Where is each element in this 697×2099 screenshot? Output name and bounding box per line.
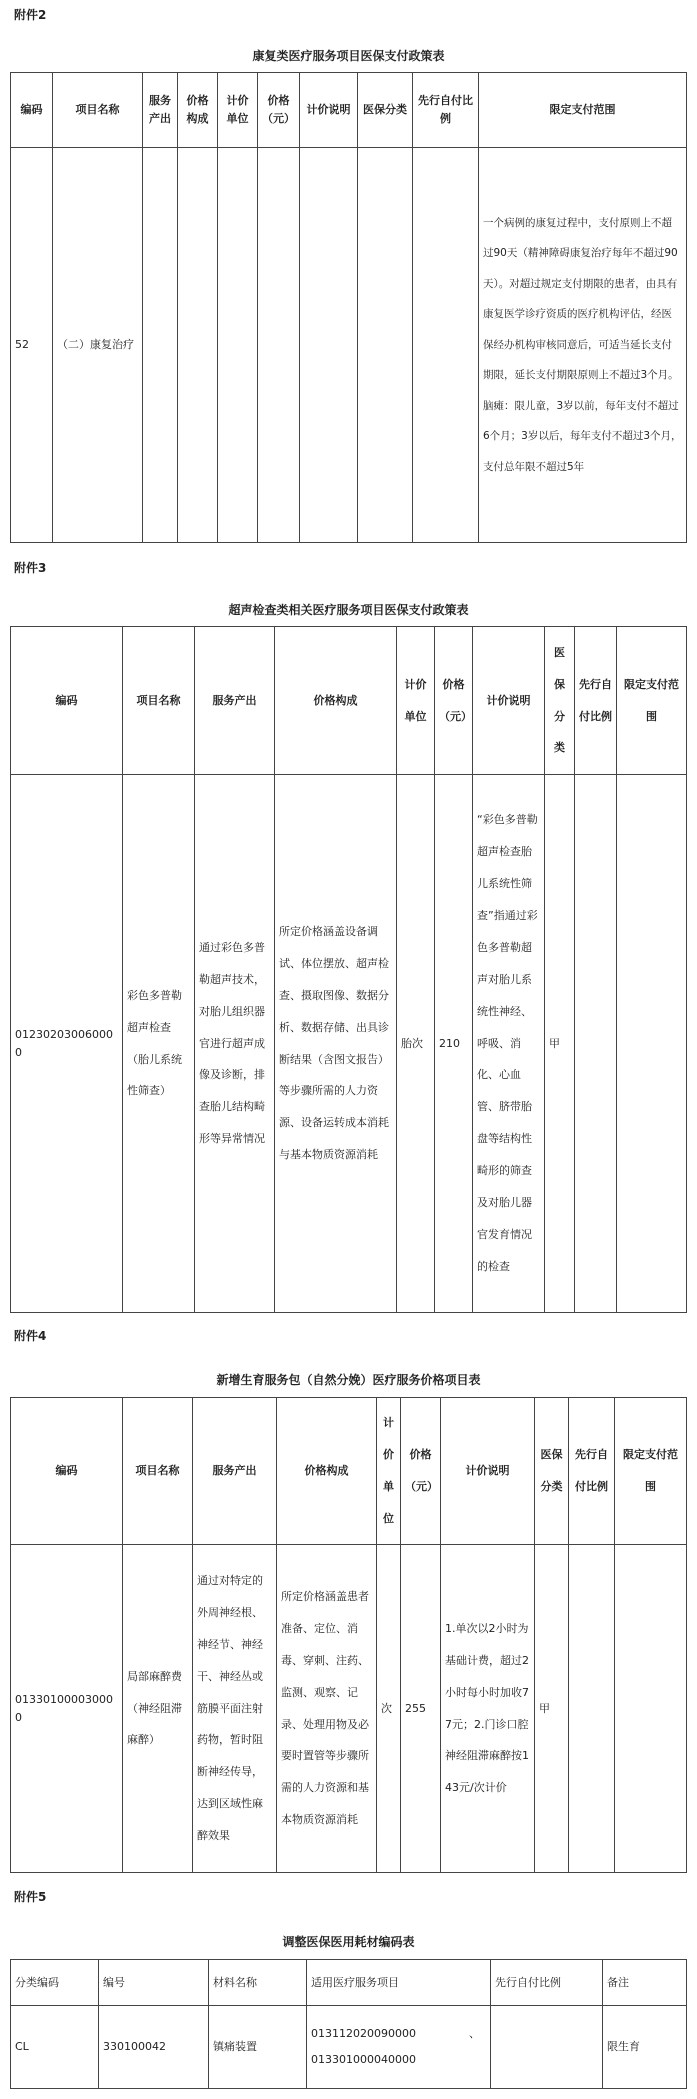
header-ratio: 先行自付比例 bbox=[491, 1960, 603, 2006]
attachment-2-label: 附件2 bbox=[14, 8, 47, 22]
header-name: 项目名称 bbox=[53, 73, 143, 148]
cell-note: 1.单次以2小时为基础计费，超过2小时每小时加收77元；2.门诊口腔神经阻滞麻醉按143元/次计价 bbox=[441, 1545, 535, 1873]
cell-output bbox=[143, 148, 178, 543]
header-code: 编码 bbox=[11, 73, 53, 148]
cell-price: 210 bbox=[435, 775, 473, 1313]
header-output: 服务产出 bbox=[195, 627, 275, 775]
cell-composition: 所定价格涵盖设备调试、体位摆放、超声检查、摄取图像、数据分析、数据存储、出具诊断结果（含图文报告）等步骤所需的人力资源、设备运转成本消耗与基本物质资源消耗 bbox=[275, 775, 397, 1313]
cell-category: 甲 bbox=[535, 1545, 569, 1873]
cell-ratio bbox=[569, 1545, 615, 1873]
attachment-4-title: 新增生育服务包（自然分娩）医疗服务价格项目表 bbox=[216, 1373, 481, 1387]
header-unit: 计价单位 bbox=[377, 1398, 401, 1545]
cell-output: 通过对特定的外周神经根、神经节、神经干、神经丛或筋膜平面注射药物，暂时阻断神经传导，达到区域性麻醉效果 bbox=[193, 1545, 277, 1873]
cell-name: 局部麻醉费（神经阻滞麻醉） bbox=[123, 1545, 193, 1873]
cell-material: 镇痛装置 bbox=[209, 2006, 307, 2089]
cell-applicable-items bbox=[307, 2006, 491, 2089]
header-output: 服务产出 bbox=[143, 73, 178, 148]
header-material: 材料名称 bbox=[209, 1960, 307, 2006]
attachment-3-label: 附件3 bbox=[14, 561, 47, 575]
table-2 bbox=[10, 72, 687, 543]
header-unit: 计价单位 bbox=[218, 73, 258, 148]
cell-price bbox=[258, 148, 300, 543]
cell-scope: 一个病例的康复过程中，支付原则上不超过90天（精神障碍康复治疗每年不超过90天）。对超过规定支付期限的患者，由具有康复医学诊疗资质的医疗机构评估，经医保经办机构审核同意后，可适当延长支付期限，延长支付期限原则上不超过3个月。脑瘫：限儿童，3岁以前，每年支付不超过6个月；3岁以后，每年支付不超过3个月，支付总年限不超过5年 bbox=[479, 148, 687, 543]
cell-note: “彩色多普勒超声检查胎儿系统性筛查”指通过彩色多普勒超声对胎儿系统性神经、呼吸、消化、心血管、脐带胎盘等结构性畸形的筛查及对胎儿器官发育情况的检查 bbox=[473, 775, 545, 1313]
header-number: 编号 bbox=[99, 1960, 209, 2006]
cell-price: 255 bbox=[401, 1545, 441, 1873]
attachment-5-label: 附件5 bbox=[14, 1890, 47, 1904]
cell-category bbox=[358, 148, 413, 543]
header-category: 医保分类 bbox=[358, 73, 413, 148]
header-composition: 价格构成 bbox=[277, 1398, 377, 1545]
cell-name: 彩色多普勒超声检查（胎儿系统性筛查） bbox=[123, 775, 195, 1313]
header-note: 计价说明 bbox=[300, 73, 358, 148]
cell-composition: 所定价格涵盖患者准备、定位、消毒、穿刺、注药、监测、观察、记录、处理用物及必要时置管等步骤所需的人力资源和基本物质资源消耗 bbox=[277, 1545, 377, 1873]
cell-category: 甲 bbox=[545, 775, 575, 1313]
header-price: 价格（元） bbox=[401, 1398, 441, 1545]
table-4 bbox=[10, 1397, 687, 1873]
attachment-2-title: 康复类医疗服务项目医保支付政策表 bbox=[252, 49, 445, 63]
table-row bbox=[11, 775, 687, 1313]
header-unit: 计价单位 bbox=[397, 627, 435, 775]
table-3 bbox=[10, 626, 687, 1313]
header-scope: 限定支付范围 bbox=[615, 1398, 687, 1545]
header-note: 计价说明 bbox=[441, 1398, 535, 1545]
header-composition: 价格构成 bbox=[275, 627, 397, 775]
header-name: 项目名称 bbox=[123, 627, 195, 775]
header-code: 编码 bbox=[11, 1398, 123, 1545]
cell-output: 通过彩色多普勒超声技术，对胎儿组织器官进行超声成像及诊断，排查胎儿结构畸形等异常情况 bbox=[195, 775, 275, 1313]
table-row bbox=[11, 1545, 687, 1873]
header-scope: 限定支付范围 bbox=[617, 627, 687, 775]
attachment-5-title: 调整医保医用耗材编码表 bbox=[282, 1935, 415, 1949]
header-category: 医保分类 bbox=[545, 627, 575, 775]
cell-remark: 限生育 bbox=[603, 2006, 687, 2089]
header-ratio: 先行自付比例 bbox=[575, 627, 617, 775]
header-class-code: 分类编码 bbox=[11, 1960, 99, 2006]
cell-code: 013301000030000 bbox=[11, 1545, 123, 1873]
header-ratio: 先行自付比例 bbox=[569, 1398, 615, 1545]
header-price: 价格（元） bbox=[258, 73, 300, 148]
header-code: 编码 bbox=[11, 627, 123, 775]
cell-composition bbox=[178, 148, 218, 543]
cell-code: 012302030060000 bbox=[11, 775, 123, 1313]
cell-ratio bbox=[575, 775, 617, 1313]
header-name: 项目名称 bbox=[123, 1398, 193, 1545]
item-code-1: 013112020090000 bbox=[311, 2026, 416, 2040]
item-separator: 、 bbox=[469, 2026, 480, 2040]
cell-code: 52 bbox=[11, 148, 53, 543]
cell-ratio bbox=[413, 148, 479, 543]
cell-unit: 次 bbox=[377, 1545, 401, 1873]
header-ratio: 先行自付比例 bbox=[413, 73, 479, 148]
table-row bbox=[11, 148, 687, 543]
attachment-4-label: 附件4 bbox=[14, 1329, 47, 1343]
item-code-2: 013301000040000 bbox=[311, 2053, 416, 2066]
header-output: 服务产出 bbox=[193, 1398, 277, 1545]
cell-number: 330100042 bbox=[99, 2006, 209, 2089]
table-row bbox=[11, 2006, 687, 2089]
attachment-3-title: 超声检查类相关医疗服务项目医保支付政策表 bbox=[228, 603, 469, 617]
cell-scope bbox=[617, 775, 687, 1313]
cell-scope bbox=[615, 1545, 687, 1873]
header-remark: 备注 bbox=[603, 1960, 687, 2006]
header-applicable-items: 适用医疗服务项目 bbox=[307, 1960, 491, 2006]
cell-name: （二）康复治疗 bbox=[53, 148, 143, 543]
cell-ratio bbox=[491, 2006, 603, 2089]
header-price: 价格（元） bbox=[435, 627, 473, 775]
cell-unit: 胎次 bbox=[397, 775, 435, 1313]
table-5 bbox=[10, 1959, 687, 2089]
header-scope: 限定支付范围 bbox=[479, 73, 687, 148]
cell-note bbox=[300, 148, 358, 543]
cell-unit bbox=[218, 148, 258, 543]
cell-class-code: CL bbox=[11, 2006, 99, 2089]
header-composition: 价格构成 bbox=[178, 73, 218, 148]
header-note: 计价说明 bbox=[473, 627, 545, 775]
header-category: 医保分类 bbox=[535, 1398, 569, 1545]
